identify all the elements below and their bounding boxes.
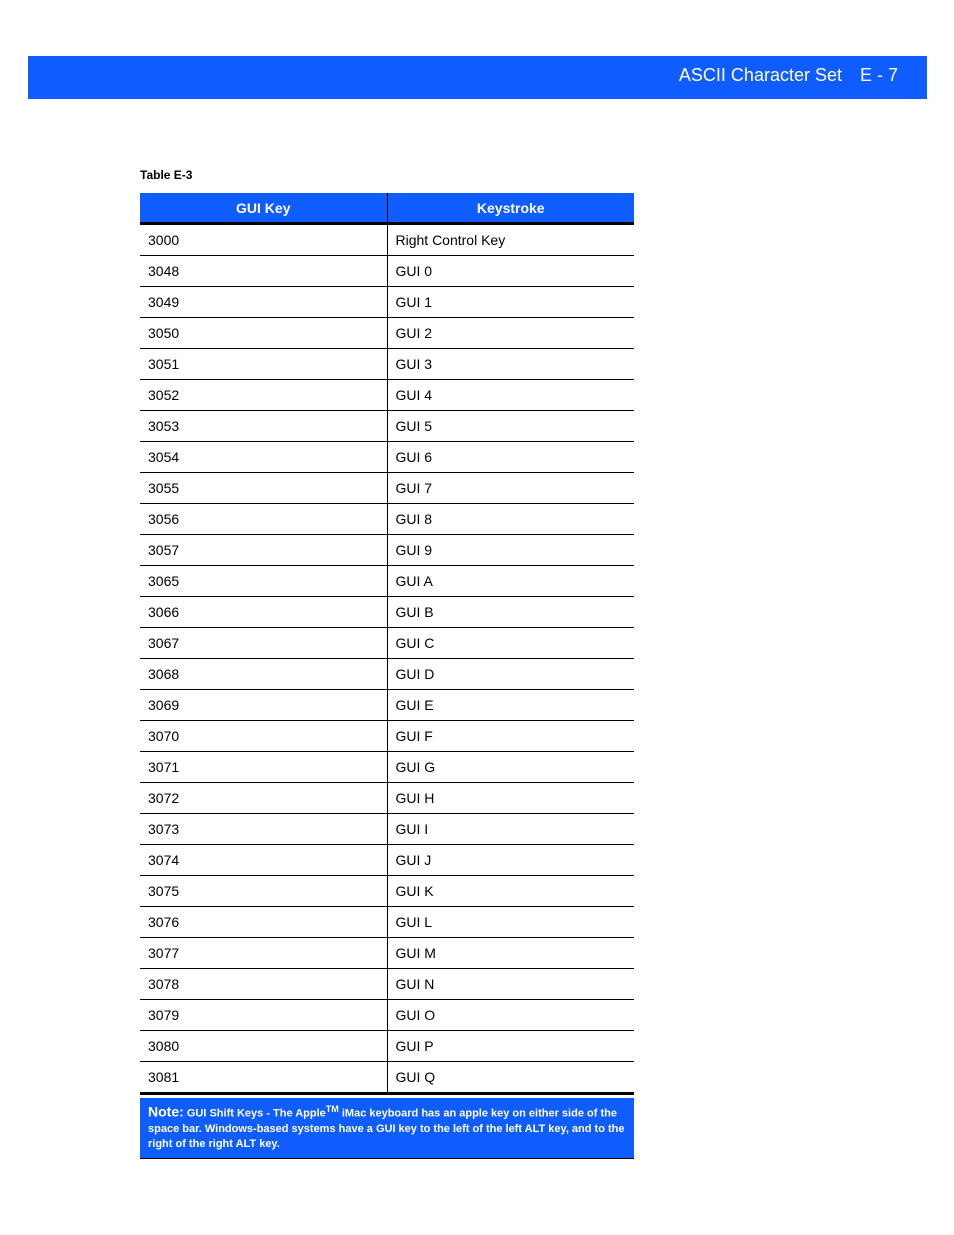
- gui-key-cell: 3076: [140, 907, 387, 938]
- table-row: [140, 969, 634, 1000]
- column-header-keystroke: Keystroke: [387, 193, 634, 224]
- table-row: [140, 535, 634, 566]
- table-row: [140, 318, 634, 349]
- keystroke-cell: GUI 2: [387, 318, 634, 349]
- table-row: [140, 1062, 634, 1094]
- section-title: ASCII Character Set: [678, 65, 842, 85]
- gui-key-cell: 3070: [140, 721, 387, 752]
- keystroke-cell: GUI P: [387, 1031, 634, 1062]
- gui-key-cell: 3066: [140, 597, 387, 628]
- keystroke-cell: GUI 4: [387, 380, 634, 411]
- gui-key-cell: 3053: [140, 411, 387, 442]
- keystroke-cell: GUI Q: [387, 1062, 634, 1094]
- gui-key-cell: 3055: [140, 473, 387, 504]
- table-row: [140, 938, 634, 969]
- gui-key-cell: 3067: [140, 628, 387, 659]
- keystroke-cell: GUI 3: [387, 349, 634, 380]
- table-row: [140, 690, 634, 721]
- gui-key-cell: 3068: [140, 659, 387, 690]
- gui-key-cell: 3078: [140, 969, 387, 1000]
- table-row: [140, 473, 634, 504]
- table-row: [140, 349, 634, 380]
- table-row: [140, 721, 634, 752]
- trademark-mark: TM: [325, 1104, 339, 1114]
- note-text-before: GUI Shift Keys - The Apple: [186, 1107, 326, 1120]
- keystroke-cell: GUI 7: [387, 473, 634, 504]
- gui-key-cell: 3079: [140, 1000, 387, 1031]
- table-row: [140, 287, 634, 318]
- keystroke-cell: GUI J: [387, 845, 634, 876]
- keystroke-cell: GUI 8: [387, 504, 634, 535]
- table-row: [140, 380, 634, 411]
- table-row: [140, 752, 634, 783]
- gui-key-cell: 3051: [140, 349, 387, 380]
- keystroke-cell: GUI F: [387, 721, 634, 752]
- keystroke-cell: GUI 6: [387, 442, 634, 473]
- keystroke-cell: GUI 5: [387, 411, 634, 442]
- table-row: [140, 659, 634, 690]
- table-row: [140, 783, 634, 814]
- keystroke-cell: GUI K: [387, 876, 634, 907]
- gui-key-cell: 3071: [140, 752, 387, 783]
- keystroke-cell: Right Control Key: [387, 224, 634, 256]
- gui-key-cell: 3056: [140, 504, 387, 535]
- table-row: [140, 504, 634, 535]
- gui-key-cell: 3077: [140, 938, 387, 969]
- table-row: [140, 876, 634, 907]
- gui-key-cell: 3049: [140, 287, 387, 318]
- table-row: [140, 411, 634, 442]
- gui-key-cell: 3054: [140, 442, 387, 473]
- keystroke-cell: GUI M: [387, 938, 634, 969]
- table-row: [140, 442, 634, 473]
- keystroke-cell: GUI B: [387, 597, 634, 628]
- keystroke-cell: GUI A: [387, 566, 634, 597]
- gui-key-cell: 3081: [140, 1062, 387, 1094]
- gui-key-cell: 3050: [140, 318, 387, 349]
- keystroke-cell: GUI H: [387, 783, 634, 814]
- keystroke-cell: GUI I: [387, 814, 634, 845]
- gui-key-cell: 3075: [140, 876, 387, 907]
- table-row: [140, 1000, 634, 1031]
- table-row: [140, 845, 634, 876]
- gui-key-cell: 3000: [140, 224, 387, 256]
- gui-key-cell: 3074: [140, 845, 387, 876]
- keystroke-cell: GUI 9: [387, 535, 634, 566]
- gui-key-cell: 3052: [140, 380, 387, 411]
- note-box: [140, 1098, 634, 1159]
- page-number: E - 7: [859, 65, 898, 85]
- note-label: Note:: [148, 1103, 184, 1120]
- table-row: [140, 256, 634, 287]
- table-row: [140, 814, 634, 845]
- table-row: [140, 1031, 634, 1062]
- table-row: [140, 224, 634, 256]
- page-header: [28, 56, 927, 99]
- keystroke-cell: GUI 1: [387, 287, 634, 318]
- gui-key-cell: 3073: [140, 814, 387, 845]
- gui-key-table: [140, 193, 634, 1095]
- keystroke-cell: GUI E: [387, 690, 634, 721]
- table-row: [140, 566, 634, 597]
- keystroke-cell: GUI 0: [387, 256, 634, 287]
- keystroke-cell: GUI O: [387, 1000, 634, 1031]
- keystroke-cell: GUI C: [387, 628, 634, 659]
- gui-key-cell: 3080: [140, 1031, 387, 1062]
- keystroke-cell: GUI D: [387, 659, 634, 690]
- table-row: [140, 597, 634, 628]
- table-row: [140, 907, 634, 938]
- column-header-gui-key: GUI Key: [140, 193, 387, 224]
- gui-key-cell: 3048: [140, 256, 387, 287]
- gui-key-cell: 3069: [140, 690, 387, 721]
- table-row: [140, 628, 634, 659]
- keystroke-cell: GUI G: [387, 752, 634, 783]
- table-caption: Table E-3: [140, 168, 193, 182]
- table-header-row: [140, 193, 634, 224]
- keystroke-cell: GUI L: [387, 907, 634, 938]
- note-text-after: iMac keyboard has an apple key on either side of the space bar. Windows-based systems have a GUI key to the left of the left ALT key, and to the right of the right ALT key.: [148, 1107, 625, 1150]
- gui-key-cell: 3065: [140, 566, 387, 597]
- gui-key-cell: 3057: [140, 535, 387, 566]
- gui-key-cell: 3072: [140, 783, 387, 814]
- keystroke-cell: GUI N: [387, 969, 634, 1000]
